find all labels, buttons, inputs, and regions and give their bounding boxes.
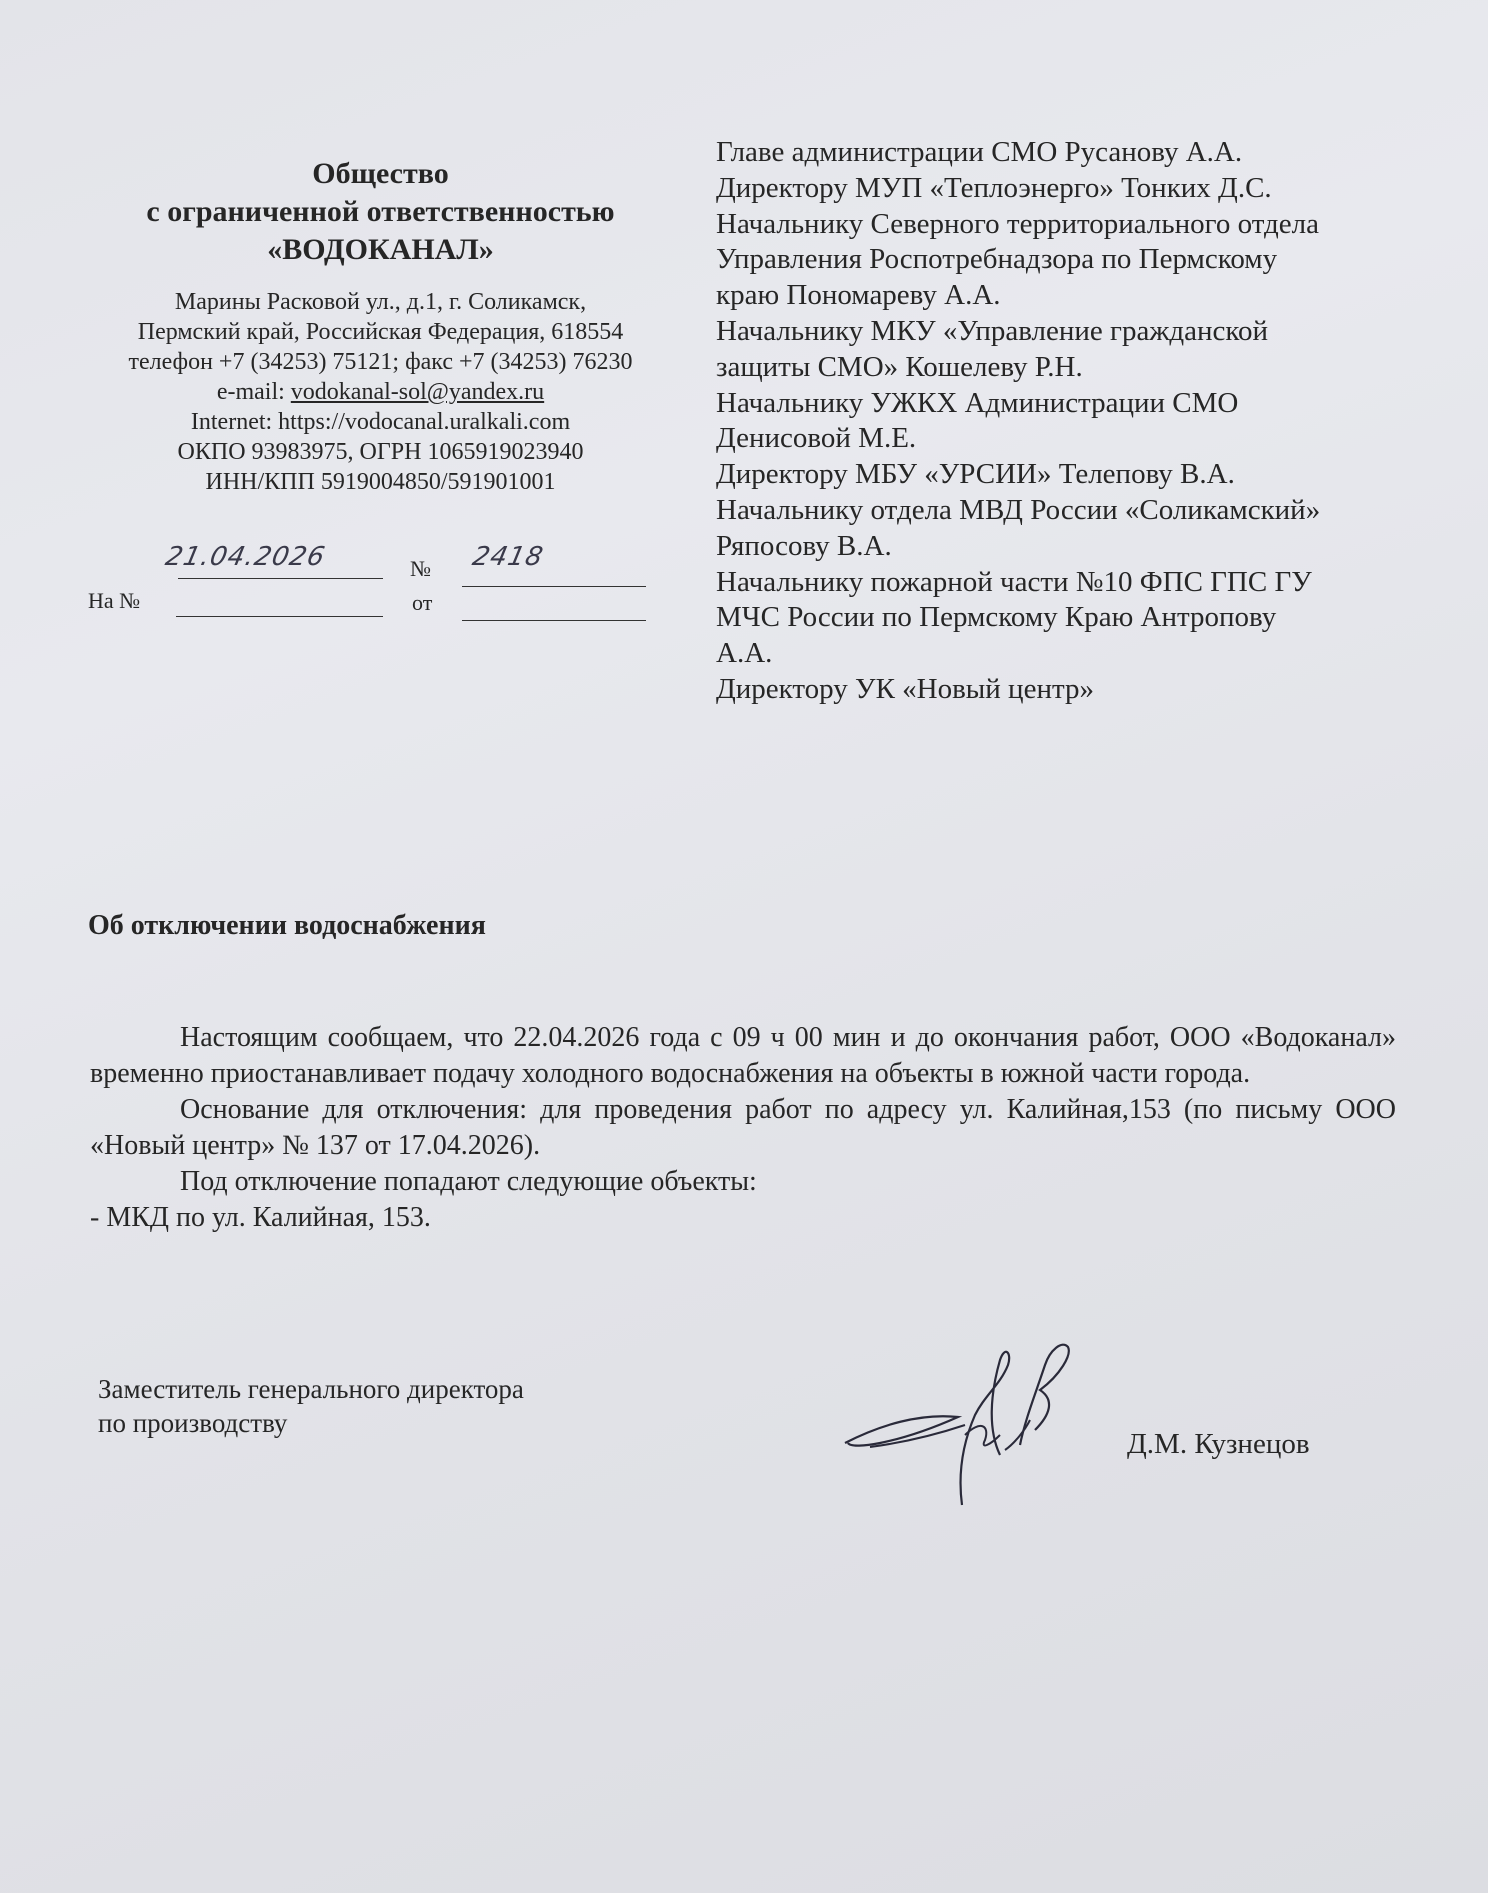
organization-header (88, 155, 673, 497)
address-line2: Пермский край, Российская Федерация, 618554 (137, 319, 624, 345)
position-line2: по производству (98, 1408, 288, 1438)
recipient-line: МЧС России по Пермскому Краю Антропову (716, 601, 1277, 634)
recipient-line: Главе администрации СМО Русанову А.А. (716, 136, 1243, 168)
email-link[interactable]: vodokanal-sol@yandex.ru (290, 379, 545, 405)
recipient-line: Директору МБУ «УРСИИ» Телепову В.А. (716, 458, 1235, 491)
inn-kpp-line: ИНН/КПП 5919004850/591901001 (205, 469, 556, 495)
recipients-block (716, 135, 1396, 708)
recipient-line: Начальнику пожарной части №10 ФПС ГПС ГУ (716, 565, 1312, 598)
org-name-line3: «ВОДОКАНАЛ» (267, 233, 494, 266)
date-line (178, 578, 383, 579)
letter-subject: Об отключении водоснабжения (88, 910, 486, 941)
recipient-line: Директору УК «Новый центр» (716, 672, 1094, 705)
internet-line: Internet: https://vodocanal.uralkali.com (190, 409, 571, 435)
signatory-position (98, 1372, 524, 1440)
handwritten-date: 21.04.2026 (162, 542, 329, 572)
address-line1: Марины Расковой ул., д.1, г. Соликамск, (174, 289, 587, 315)
recipient-line: Начальнику МКУ «Управление гражданской (716, 314, 1269, 347)
phone-line: телефон +7 (34253) 75121; факс +7 (34253) 76230 (128, 349, 633, 375)
position-line1: Заместитель генерального директора (98, 1374, 524, 1404)
org-details (88, 287, 673, 497)
affected-object-item: - МКД по ул. Калийная, 153. (90, 1202, 431, 1233)
signatory-name: Д.М. Кузнецов (1127, 1428, 1310, 1460)
recipient-line: защиты СМО» Кошелеву Р.Н. (716, 350, 1083, 383)
na-line (176, 616, 383, 617)
recipient-line: А.А. (716, 637, 773, 670)
recipient-line: Начальнику отдела МВД России «Соликамский» (716, 493, 1321, 526)
org-name-line2: с ограниченной ответственностью (146, 195, 615, 228)
recipient-line: Денисовой М.Е. (716, 422, 917, 455)
recipient-line: Начальнику УЖКХ Администрации СМО (716, 386, 1239, 419)
ot-line (462, 620, 646, 621)
body-paragraph-2: Основание для отключения: для проведения работ по адресу ул. Калийная,153 (по письму ООО «Новый центр» № 137 от 17.04.2026). (90, 1094, 1396, 1161)
recipient-line: Ряпосову В.А. (716, 529, 892, 562)
body-paragraph-1: Настоящим сообщаем, что 22.04.2026 года с 09 ч 00 мин и до окончания работ, ООО «Водоканал» временно приостанавливает подачу холодного водоснабжения на объекты в южной части города. (90, 1022, 1396, 1089)
handwritten-number: 2418 (469, 542, 547, 572)
na-label: На № (88, 588, 141, 613)
handwritten-signature (840, 1325, 1090, 1515)
recipient-line: Управления Роспотребнадзора по Пермскому (716, 243, 1278, 276)
okpo-ogrn-line: ОКПО 93983975, ОГРН 1065919023940 (177, 439, 584, 465)
email-line (88, 377, 673, 407)
ot-label: от (412, 590, 433, 615)
email-prefix: e-mail: (216, 379, 291, 405)
number-line (462, 586, 646, 587)
body-paragraph-3: Под отключение попадают следующие объекты: (180, 1166, 757, 1197)
org-name-line1: Общество (312, 157, 449, 190)
reference-block (88, 542, 658, 628)
number-label: № (410, 556, 431, 581)
recipient-line: Директору МУП «Теплоэнерго» Тонких Д.С. (716, 171, 1272, 204)
letter-body (90, 1020, 1396, 1236)
recipient-line: краю Пономареву А.А. (716, 279, 1001, 312)
recipient-line: Начальнику Северного территориального отдела (716, 207, 1319, 240)
